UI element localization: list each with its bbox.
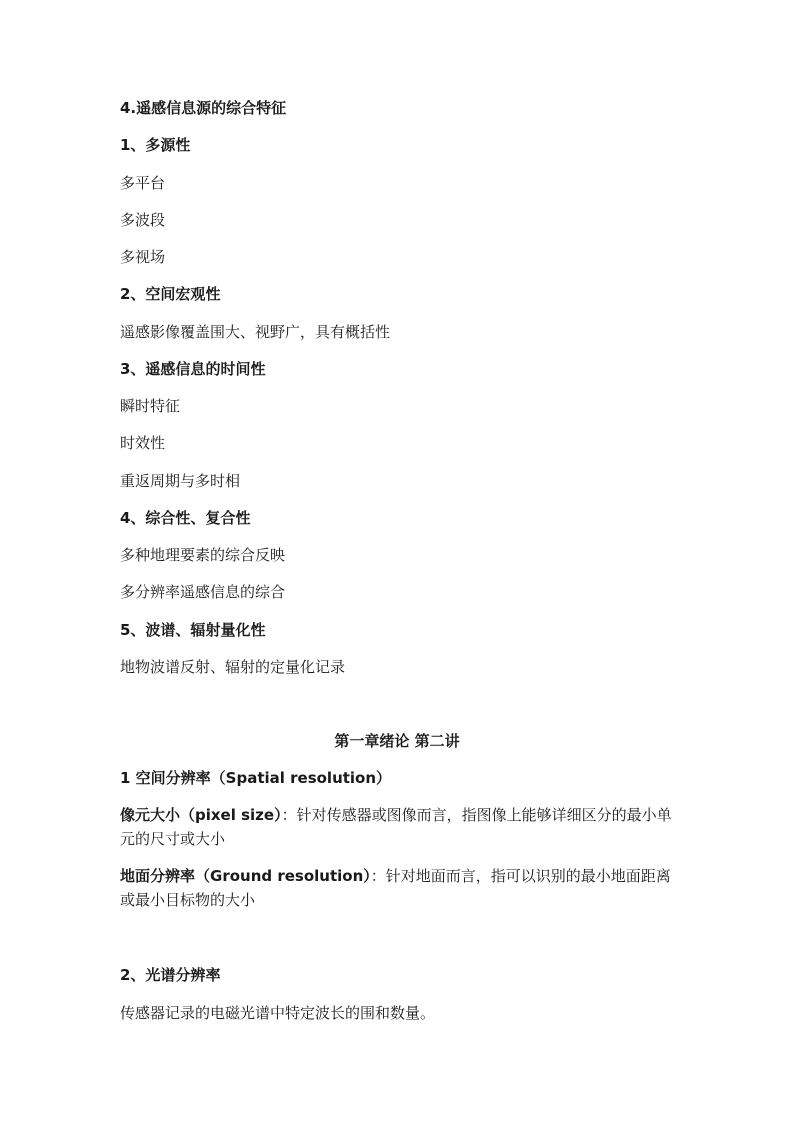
list-item: 重返周期与多时相 bbox=[120, 472, 241, 490]
spectral-resolution-definition: 传感器记录的电磁光谱中特定波长的围和数量。 bbox=[120, 1004, 436, 1022]
list-item: 瞬时特征 bbox=[120, 397, 181, 415]
ground-resolution-definition: ：针对地面而言，指可以识别的最小地面距离或最小目标物的大小 bbox=[120, 867, 671, 909]
pixel-size-paragraph bbox=[120, 803, 680, 851]
subsection-title-spectral-quantification: 5、波谱、辐射量化性 bbox=[120, 621, 266, 639]
pixel-size-term: 像元大小（pixel size） bbox=[120, 806, 282, 824]
spectral-resolution-title: 2、光谱分辨率 bbox=[120, 966, 221, 984]
subsection-title-composite: 4、综合性、复合性 bbox=[120, 509, 251, 527]
list-item: 多波段 bbox=[120, 211, 166, 229]
list-item: 多视场 bbox=[120, 248, 166, 266]
section-heading: 4.遥感信息源的综合特征 bbox=[120, 99, 287, 117]
ground-resolution-paragraph bbox=[120, 864, 680, 912]
chapter-title: 第一章绪论 第二讲 bbox=[334, 732, 460, 750]
list-item: 地物波谱反射、辐射的定量化记录 bbox=[120, 658, 346, 676]
list-item: 多平台 bbox=[120, 174, 166, 192]
subsection-title-macro: 2、空间宏观性 bbox=[120, 285, 221, 303]
subsection-title-multisource: 1、多源性 bbox=[120, 136, 191, 154]
pixel-size-definition: ：针对传感器或图像而言，指图像上能够详细区分的最小单元的尺寸或大小 bbox=[120, 806, 672, 848]
list-item: 时效性 bbox=[120, 434, 166, 452]
spatial-resolution-title: 1 空间分辨率（Spatial resolution） bbox=[120, 769, 392, 787]
list-item: 遥感影像覆盖围大、视野广，具有概括性 bbox=[120, 323, 391, 341]
ground-resolution-term: 地面分辨率（Ground resolution） bbox=[120, 867, 371, 885]
subsection-title-temporal: 3、遥感信息的时间性 bbox=[120, 360, 266, 378]
list-item: 多种地理要素的综合反映 bbox=[120, 546, 286, 564]
list-item: 多分辨率遥感信息的综合 bbox=[120, 583, 286, 601]
